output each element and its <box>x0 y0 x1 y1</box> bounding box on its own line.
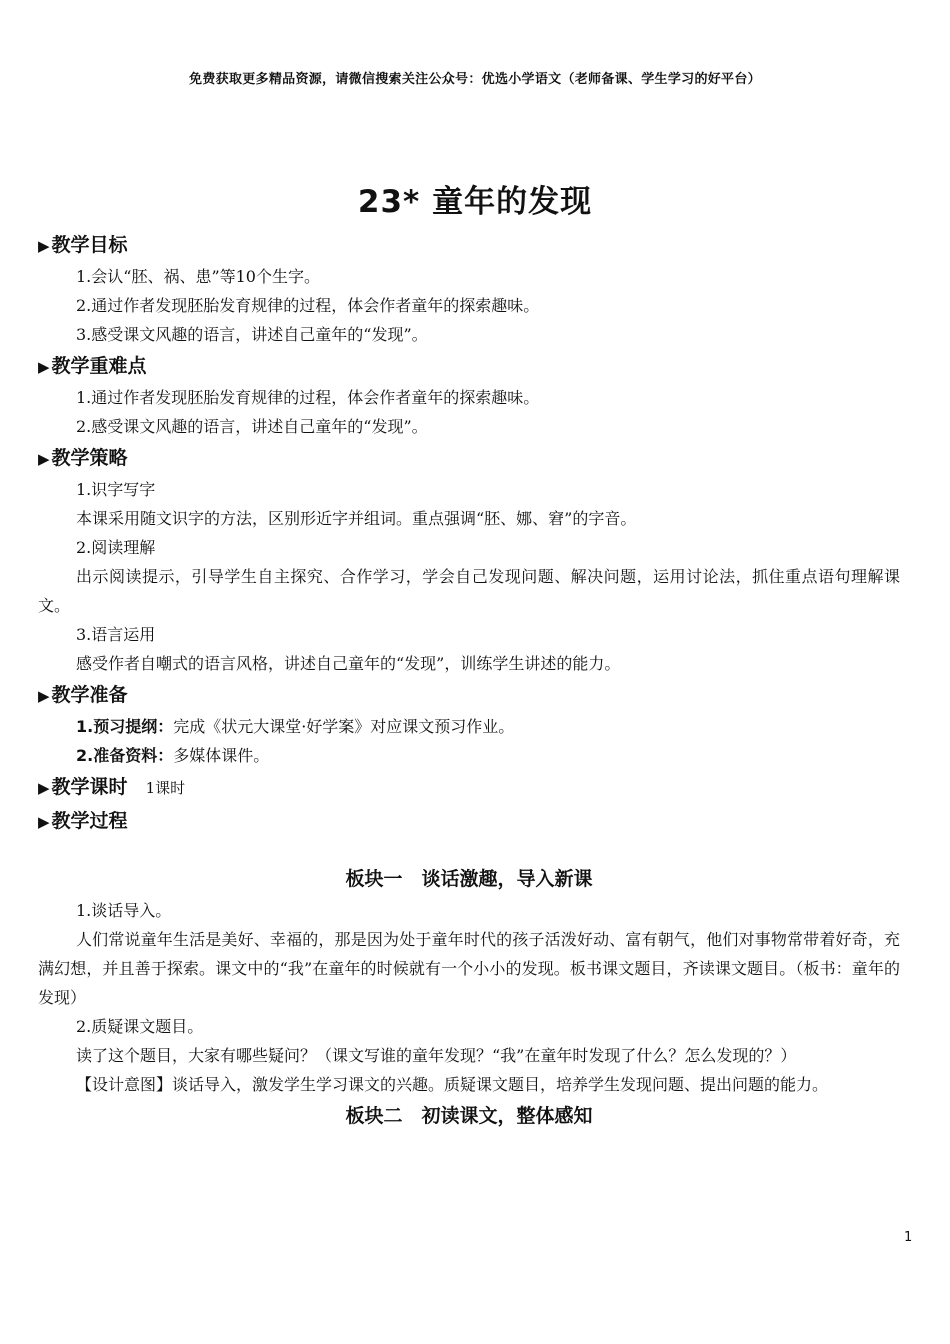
section-heading-hours: ▶ 教学课时 1课时 <box>38 776 186 798</box>
key-point-item: 2.感受课文风趣的语言，讲述自己童年的“发现”。 <box>76 417 428 436</box>
section-heading-key-points: ▶ 教学重难点 <box>38 355 147 377</box>
block-two-title: 板块二 初读课文，整体感知 <box>345 1105 593 1127</box>
goal-item: 2.通过作者发现胚胎发育规律的过程，体会作者童年的探索趣味。 <box>76 296 540 315</box>
triangle-marker-icon: ▶ <box>38 237 50 255</box>
strategy-item: 3.语言运用 <box>76 625 156 644</box>
section-heading-goals: ▶ 教学目标 <box>38 234 128 256</box>
section-heading-preparation: ▶ 教学准备 <box>38 684 128 706</box>
header-note: 免费获取更多精品资源，请微信搜索关注公众号：优选小学语文（老师备课、学生学习的好平台） <box>189 72 761 87</box>
block-one-item: 1.谈话导入。 <box>76 901 172 920</box>
preparation-text: 完成《状元大课堂·好学案》对应课文预习作业。 <box>173 717 515 736</box>
lesson-content <box>38 228 900 1133</box>
strategy-item: 1.识字写字 <box>76 480 156 499</box>
strategy-item: 出示阅读提示，引导学生自主探究、合作学习，学会自己发现问题、解决问题，运用讨论法，抓住重点语句理解课文。 <box>38 567 900 615</box>
design-intent: 【设计意图】谈话导入，激发学生学习课文的兴趣。质疑课文题目，培养学生发现问题、提出问题的能力。 <box>76 1075 829 1094</box>
preparation-text: 多媒体课件。 <box>173 746 270 765</box>
goal-item: 1.会认“胚、祸、患”等10个生字。 <box>76 267 320 286</box>
strategy-item: 感受作者自嘲式的语言风格，讲述自己童年的“发现”，训练学生讲述的能力。 <box>76 654 621 673</box>
preparation-label: 2.准备资料： <box>76 746 174 765</box>
hours-value: 1课时 <box>145 779 186 797</box>
block-one-item: 人们常说童年生活是美好、幸福的，那是因为处于童年时代的孩子活泼好动、富有朝气，他们对事物常带着好奇，充满幻想，并且善于探索。课文中的“我”在童年的时候就有一个小小的发现。板书课文题目，齐读课文题目。（板书：童年的发现） <box>38 930 900 1007</box>
lesson-title: 23* 童年的发现 <box>357 184 593 220</box>
block-one-item: 读了这个题目，大家有哪些疑问？（课文写谁的童年发现？“我”在童年时发现了什么？怎么发现的？） <box>76 1046 797 1065</box>
section-heading-process: ▶ 教学过程 <box>38 810 128 832</box>
goal-item: 3.感受课文风趣的语言，讲述自己童年的“发现”。 <box>76 325 428 344</box>
block-one-item: 2.质疑课文题目。 <box>76 1017 204 1036</box>
section-heading-strategy: ▶ 教学策略 <box>38 447 128 469</box>
key-point-item: 1.通过作者发现胚胎发育规律的过程，体会作者童年的探索趣味。 <box>76 388 540 407</box>
triangle-marker-icon: ▶ <box>38 358 50 376</box>
triangle-marker-icon: ▶ <box>38 687 50 705</box>
strategy-item: 2.阅读理解 <box>76 538 156 557</box>
strategy-item: 本课采用随文识字的方法，区别形近字并组词。重点强调“胚、娜、窘”的字音。 <box>76 509 637 528</box>
preparation-item <box>38 741 900 770</box>
page-number: 1 <box>904 1230 913 1245</box>
triangle-marker-icon: ▶ <box>38 779 50 797</box>
triangle-marker-icon: ▶ <box>38 813 50 831</box>
triangle-marker-icon: ▶ <box>38 450 50 468</box>
block-one-title: 板块一 谈话激趣，导入新课 <box>345 868 593 890</box>
preparation-item <box>38 712 900 741</box>
spacer <box>38 838 900 862</box>
preparation-label: 1.预习提纲： <box>76 717 174 736</box>
